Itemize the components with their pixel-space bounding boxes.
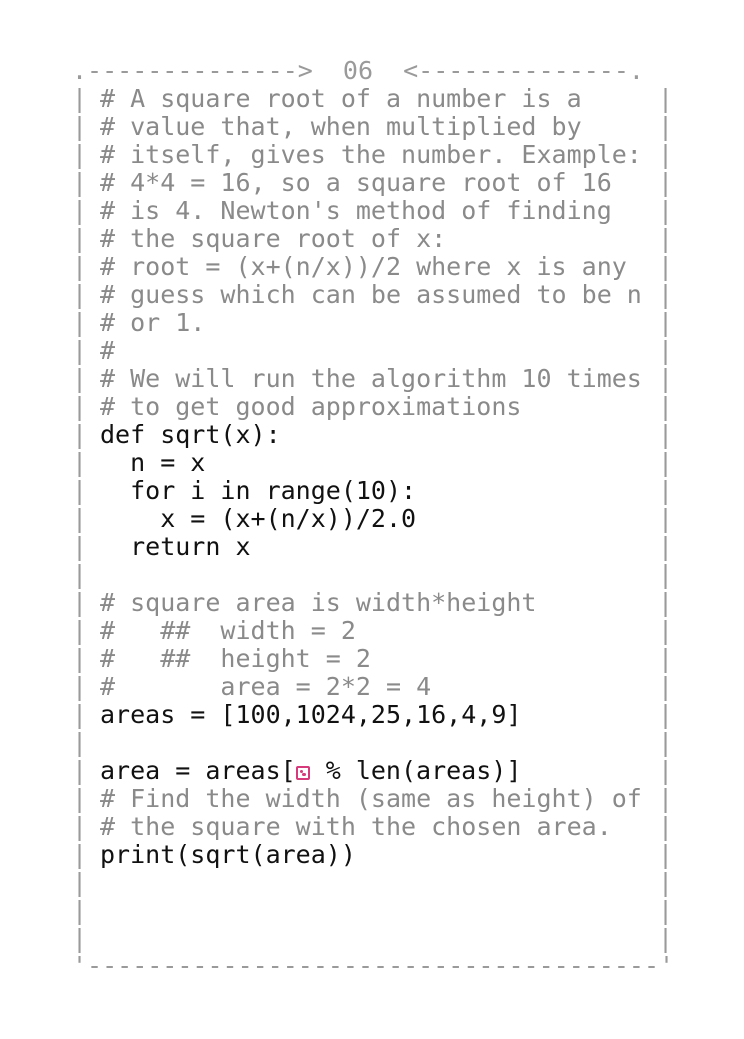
frame-right-edge: |: [658, 532, 674, 561]
comment-text: # value that, when multiplied by: [100, 112, 582, 141]
code-text-before: area = areas[: [100, 756, 296, 785]
code-line: [0, 869, 744, 897]
frame-right-edge: |: [658, 196, 674, 225]
dice-icon: [296, 766, 310, 780]
code-line: [0, 337, 744, 365]
frame-right-edge: |: [658, 476, 674, 505]
frame-right-edge: |: [658, 756, 674, 785]
frame-right-edge: |: [658, 784, 674, 813]
frame-left-edge: |: [72, 532, 88, 561]
comment-text: # 4*4 = 16, so a square root of 16: [100, 168, 612, 197]
code-line: [0, 197, 744, 225]
code-line: [0, 505, 744, 533]
comment-text: #: [100, 336, 116, 365]
comment-text: # or 1.: [100, 308, 206, 337]
frame-right-edge: |: [658, 812, 674, 841]
frame-right-edge: |: [658, 896, 674, 925]
frame-right-edge: |: [658, 672, 674, 701]
frame-right-edge: |: [658, 252, 674, 281]
code-line: [0, 421, 744, 449]
frame-right-edge: |: [658, 924, 674, 953]
code-line: [0, 589, 744, 617]
frame-left-edge: |: [72, 784, 88, 813]
frame-right-edge: |: [658, 140, 674, 169]
frame-right-edge: |: [658, 112, 674, 141]
code-line: [0, 813, 744, 841]
frame-right-edge: |: [658, 420, 674, 449]
code-line: [0, 365, 744, 393]
code-text: def sqrt(x):: [100, 420, 281, 449]
code-line: [0, 897, 744, 925]
code-line: [0, 477, 744, 505]
frame-left-edge: |: [72, 560, 88, 589]
frame-right-edge: |: [658, 84, 674, 113]
comment-text: # square area is width*height: [100, 588, 537, 617]
code-line: [0, 141, 744, 169]
frame-right-edge: |: [658, 336, 674, 365]
code-line: [0, 561, 744, 589]
frame-right-edge: |: [658, 560, 674, 589]
frame-right-edge: |: [658, 448, 674, 477]
comment-text: # ## height = 2: [100, 644, 371, 673]
comment-text: # root = (x+(n/x))/2 where x is any: [100, 252, 627, 281]
code-text: areas = [100,1024,25,16,4,9]: [100, 700, 522, 729]
frame-left-edge: |: [72, 392, 88, 421]
code-line: [0, 169, 744, 197]
frame-left-edge: |: [72, 672, 88, 701]
frame-left-edge: |: [72, 812, 88, 841]
frame-left-edge: |: [72, 896, 88, 925]
code-line: [0, 785, 744, 813]
code-line: [0, 449, 744, 477]
frame-left-edge: |: [72, 364, 88, 393]
frame-right-edge: |: [658, 868, 674, 897]
code-line: [0, 253, 744, 281]
frame-left-edge: |: [72, 840, 88, 869]
frame-right-edge: |: [658, 308, 674, 337]
comment-text: # Find the width (same as height) of: [100, 784, 642, 813]
code-line: [0, 645, 744, 673]
code-line: [0, 841, 744, 869]
frame-right-edge: |: [658, 644, 674, 673]
code-line: [0, 757, 744, 785]
code-line: [0, 729, 744, 757]
comment-text: # to get good approximations: [100, 392, 522, 421]
frame-left-edge: |: [72, 868, 88, 897]
code-text: n = x: [100, 448, 206, 477]
code-line: [0, 673, 744, 701]
code-line: [0, 533, 744, 561]
comment-text: # is 4. Newton's method of finding: [100, 196, 612, 225]
frame-left-edge: |: [72, 728, 88, 757]
frame-left-edge: |: [72, 168, 88, 197]
code-line: [0, 85, 744, 113]
frame-right-edge: |: [658, 280, 674, 309]
frame-right-edge: |: [658, 392, 674, 421]
frame-right-edge: |: [658, 728, 674, 757]
code-line: [0, 225, 744, 253]
code-text: [100, 757, 521, 785]
comment-text: # A square root of a number is a: [100, 84, 582, 113]
code-text-after: % len(areas)]: [310, 756, 522, 785]
frame-right-edge: |: [658, 840, 674, 869]
frame-left-edge: |: [72, 196, 88, 225]
code-line: [0, 281, 744, 309]
comment-text: # itself, gives the number. Example:: [100, 140, 642, 169]
frame-left-edge: |: [72, 112, 88, 141]
code-line: [0, 393, 744, 421]
comment-text: # We will run the algorithm 10 times: [100, 364, 642, 393]
code-line: [0, 701, 744, 729]
frame-left-edge: |: [72, 924, 88, 953]
frame-right-edge: |: [658, 364, 674, 393]
comment-text: # the square root of x:: [100, 224, 447, 253]
frame-left-edge: |: [72, 252, 88, 281]
frame-right-edge: |: [658, 224, 674, 253]
frame-right-edge: |: [658, 168, 674, 197]
frame-left-edge: |: [72, 616, 88, 645]
code-line: [0, 113, 744, 141]
top-border: .--------------> 06 <--------------.: [72, 56, 644, 85]
frame-left-edge: |: [72, 308, 88, 337]
code-text: for i in range(10):: [100, 476, 417, 505]
comment-text: # ## width = 2: [100, 616, 356, 645]
frame-right-edge: |: [658, 588, 674, 617]
frame-left-edge: |: [72, 700, 88, 729]
frame-left-edge: |: [72, 448, 88, 477]
code-line: [0, 617, 744, 645]
frame-left-edge: |: [72, 644, 88, 673]
comment-text: # the square with the chosen area.: [100, 812, 612, 841]
code-line: [0, 925, 744, 953]
frame-left-edge: |: [72, 224, 88, 253]
code-text: print(sqrt(area)): [100, 840, 356, 869]
frame-left-edge: |: [72, 84, 88, 113]
code-text: x = (x+(n/x))/2.0: [100, 504, 417, 533]
frame-left-edge: |: [72, 756, 88, 785]
frame-right-edge: |: [658, 616, 674, 645]
frame-left-edge: |: [72, 280, 88, 309]
frame-right-edge: |: [658, 700, 674, 729]
frame-left-edge: |: [72, 504, 88, 533]
bottom-border: '--------------------------------------': [72, 951, 675, 980]
frame-left-edge: |: [72, 420, 88, 449]
frame-left-edge: |: [72, 336, 88, 365]
code-text: return x: [100, 532, 251, 561]
code-line: [0, 309, 744, 337]
frame-left-edge: |: [72, 588, 88, 617]
comment-text: # area = 2*2 = 4: [100, 672, 432, 701]
frame-left-edge: |: [72, 476, 88, 505]
comment-text: # guess which can be assumed to be n: [100, 280, 642, 309]
frame-right-edge: |: [658, 504, 674, 533]
frame-left-edge: |: [72, 140, 88, 169]
